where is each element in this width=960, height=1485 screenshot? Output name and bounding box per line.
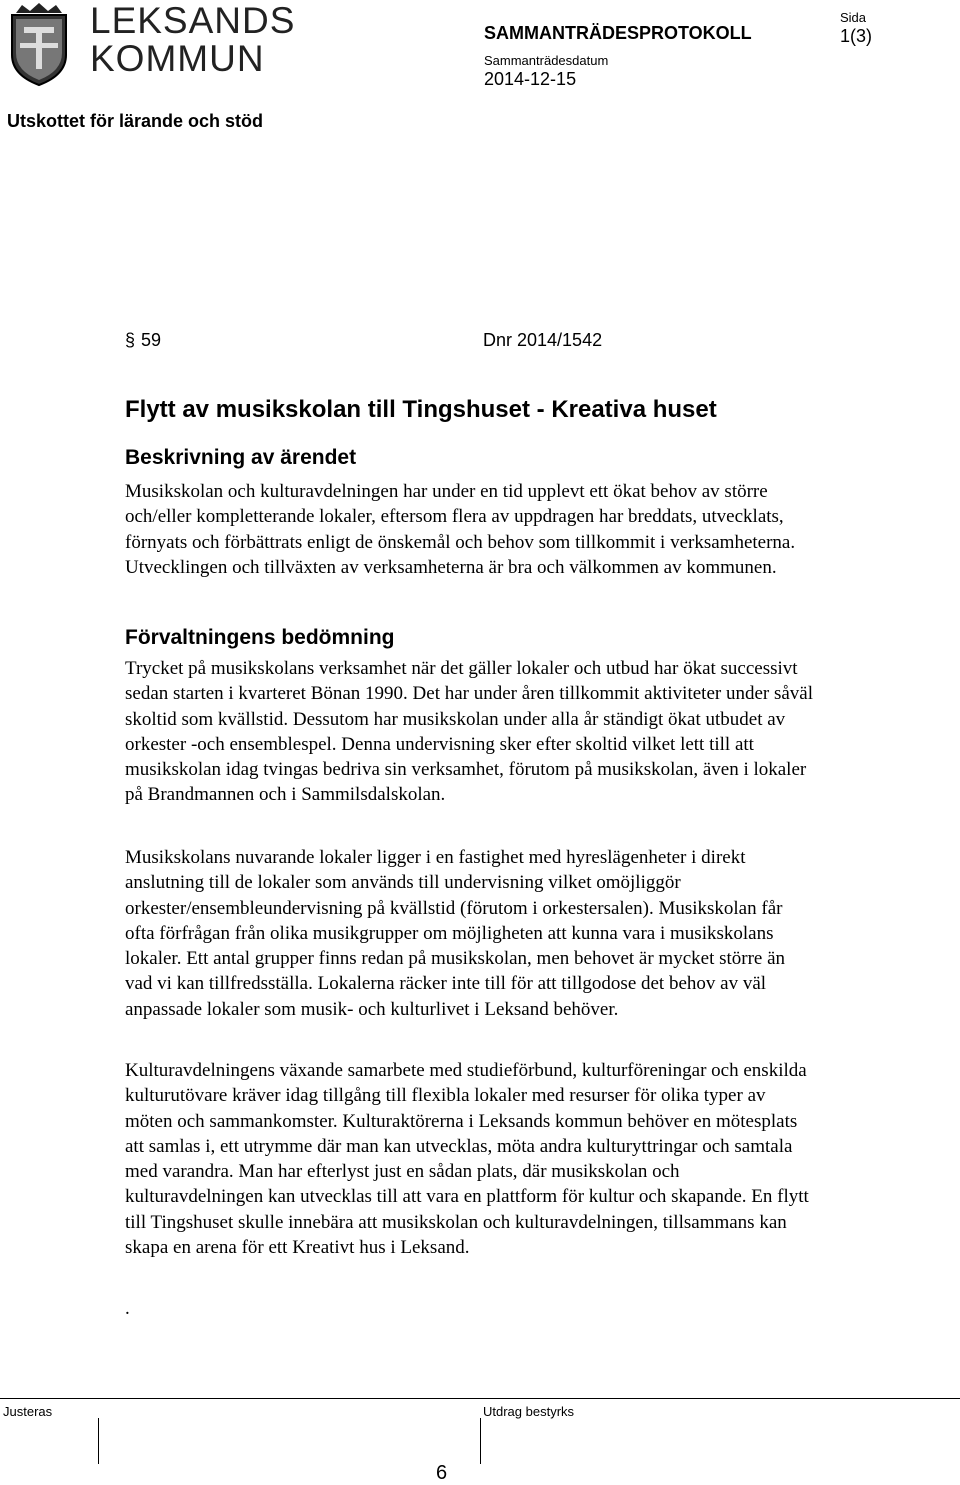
assessment-paragraph-3: Kulturavdelningens växande samarbete med studieförbund, kulturföreningar och enskilda kulturutövare kräver idag tillgång till flexibla lokaler med resurser för olika typer av möten och sammankomster. Kulturaktörerna i Leksands kommun behöver en mötesplats att samlas i, ett utrymme där man kan utvecklas, möta andra kulturyttringar och samtala med varandra. Man har efterlyst just en sådan plats, där musikskolan och kulturavdelningen kan utvecklas till att vara en plattform för kultur och skapande. En flytt till Tingshuset skulle innebära att musikskolan och kulturavdelningen, tillsammans kan skapa en arena för ett Kreativt hus i Leksand. [125, 1060, 809, 1259]
logo-line-2: KOMMUN [90, 38, 265, 79]
trailing-mark: . [125, 1298, 130, 1319]
page-label: Sida [840, 10, 867, 25]
description-paragraph: Musikskolan och kulturavdelningen har under en tid upplevt ett ökat behov av större och/eller kompletterande lokaler, eftersom flera av uppdragen har breddats, utvecklats, förnyats och förbättrats enligt de önskemål och behov som tillkommit i verksamheterna. Utvecklingen och tillväxten av verksamheterna är bra och välkommen av kommunen. [125, 481, 796, 578]
crowned-shield-icon [6, 3, 72, 87]
justeras-label: Justeras [3, 1404, 53, 1419]
case-title: Flytt av musikskolan till Tingshuset - Kreativa huset [125, 396, 717, 423]
footer-divider [0, 1398, 960, 1399]
signature-box-divider [98, 1418, 99, 1464]
utdrag-bestyrks-label: Utdrag bestyrks [483, 1404, 575, 1419]
page-count: 1(3) [840, 26, 873, 46]
case-number: 59 [141, 330, 162, 350]
assessment-paragraph-1: Trycket på musikskolans verksamhet när det gäller lokaler och utbud har ökat successivt sedan starten i kvarteret Bönan 1990. Det har under åren tillkommit aktiviteter under såväl skoltid som kvällstid. Dessutom har musikskolan under alla år ständigt ökat utbudet av orkester -och ensemblespel. Denna undervisning sker efter skoltid vilket lett till att musikskolan idag tvingas bedriva sin verksamhet, förutom på musikskolan, även i lokaler på Brandmannen och i Sammilsdalskolan. [125, 658, 813, 806]
document-title: SAMMANTRÄDESPROTOKOLL [484, 23, 752, 43]
assessment-paragraph-2: Musikskolans nuvarande lokaler ligger i en fastighet med hyreslägenheter i direkt anslutning till de lokaler som används till undervisning vilket omöjliggör orkester/ensembleundervisning på kvällstid (förutom i orkestersalen). Musikskolan får ofta förfrågan från olika musikgrupper om möjligheten att kunna vara i musikskolans lokaler. Ett antal grupper finns redan på musikskolan, men behovet är mycket större än vad vi kan tillfredsställa. Lokalerna räcker inte till för att tillgodose det behov av väl anpassade lokaler som musik- och kulturlivet i Leksand behöver. [125, 847, 786, 1020]
logo-line-1: LEKSANDS [90, 0, 296, 41]
municipality-logo-text [90, 2, 295, 78]
meeting-date: 2014-12-15 [484, 69, 577, 89]
paragraph-sign: § [125, 330, 136, 350]
assessment-heading: Förvaltningens bedömning [125, 626, 395, 649]
description-heading: Beskrivning av ärendet [125, 446, 357, 469]
signature-box-divider [480, 1418, 481, 1464]
meeting-date-label: Sammanträdesdatum [484, 53, 609, 68]
diary-number: Dnr 2014/1542 [483, 330, 603, 350]
page-number: 6 [436, 1462, 448, 1484]
committee-name: Utskottet för lärande och stöd [7, 111, 264, 131]
